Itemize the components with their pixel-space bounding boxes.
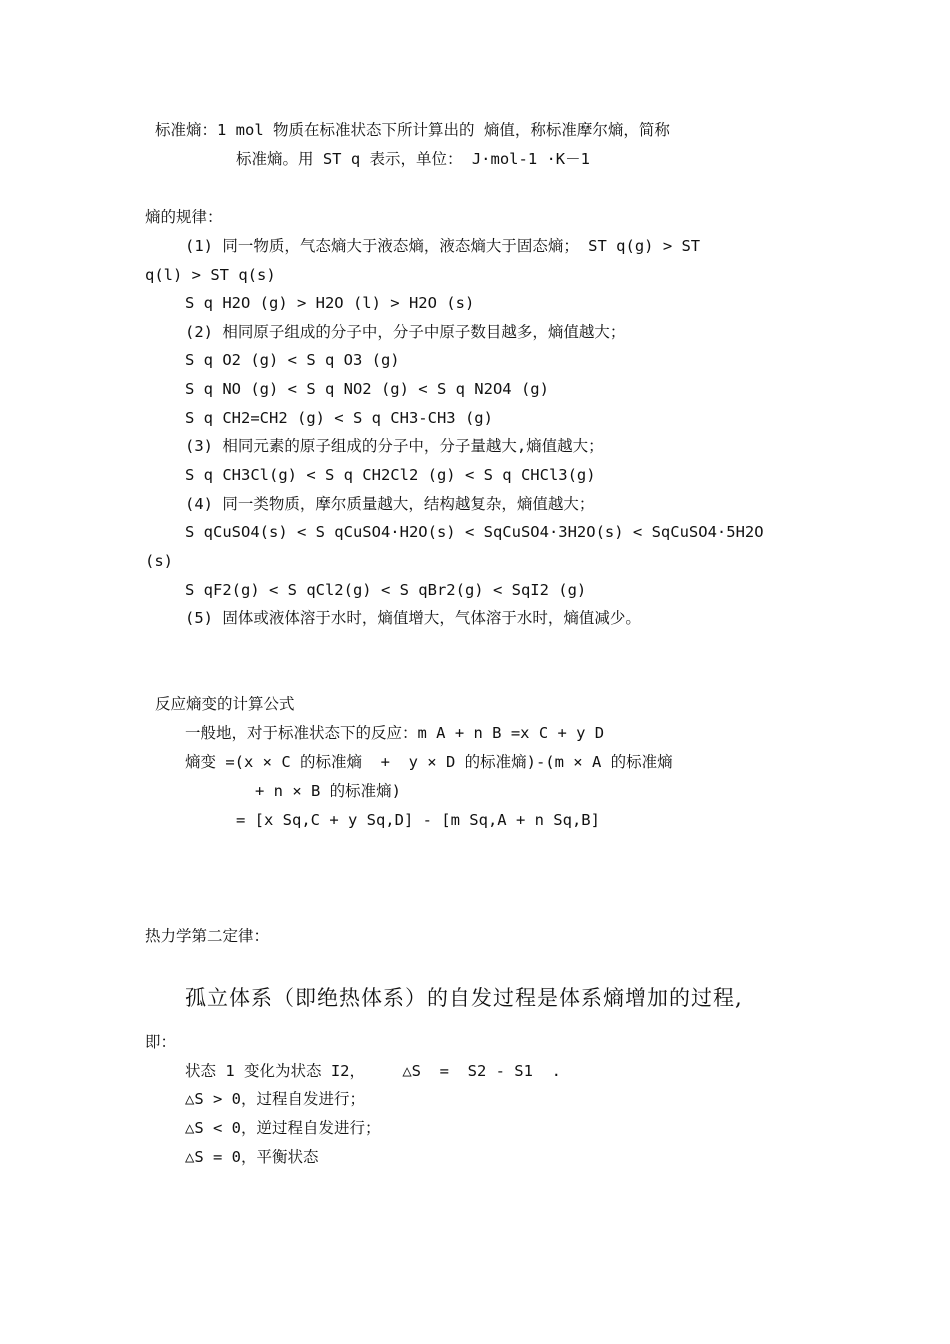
entropy-change-formula-3: = [x Sq,C + y Sq,D] - [m Sq,A + n Sq,B]	[236, 811, 600, 829]
rule-3: (3) 相同元素的原子组成的分子中，分子量越大,熵值越大；	[185, 437, 604, 455]
standard-entropy-line-2: 标准熵。用 ST q 表示，单位： J·mol-1 ·K－1	[236, 150, 590, 168]
entropy-change-formula-1: 熵变 =(x × C 的标准熵 + y × D 的标准熵)-(m × A 的标准熵	[185, 753, 673, 771]
rule-4-example-1-continued: (s)	[145, 552, 173, 570]
reaction-intro: 一般地，对于标准状态下的反应：m A + n B =x C + y D	[185, 724, 605, 742]
rule-5: (5) 固体或液体溶于水时，熵值增大，气体溶于水时，熵值减少。	[185, 609, 641, 627]
rule-2-example-1: S q O2 (g) < S q O3 (g)	[185, 351, 400, 369]
rule-1-example: S q H2O (g) > H2O (l) > H2O (s)	[185, 294, 475, 312]
second-law-ie: 即：	[145, 1033, 177, 1051]
rule-4-example-2: S qF2(g) < S qCl2(g) < S qBr2(g) < SqI2 (g)	[185, 581, 587, 599]
state-change-line: 状态 1 变化为状态 I2， △S = S2 - S1 .	[185, 1062, 561, 1080]
rule-3-example: S q CH3Cl(g) < S q CH2Cl2 (g) < S q CHCl3(g)	[185, 466, 596, 484]
rule-2-example-2: S q NO (g) < S q NO2 (g) < S q N2O4 (g)	[185, 380, 549, 398]
rule-1: (1) 同一物质，气态熵大于液态熵，液态熵大于固态熵； ST q(g) > ST	[185, 237, 701, 255]
rule-1-continued: q(l) > ST q(s)	[145, 266, 276, 284]
entropy-change-formula-2: + n × B 的标准熵)	[255, 782, 401, 800]
reaction-heading: 反应熵变的计算公式	[155, 695, 295, 713]
rule-2-example-3: S q CH2=CH2 (g) < S q CH3-CH3 (g)	[185, 409, 493, 427]
delta-s-positive: △S > 0，过程自发进行；	[185, 1090, 365, 1108]
rule-4-example-1: S qCuSO4(s) < S qCuSO4·H2O(s) < SqCuSO4·3H2O(s) < SqCuSO4·5H2O	[185, 523, 764, 541]
delta-s-negative: △S < 0，逆过程自发进行；	[185, 1119, 381, 1137]
standard-entropy-line-1: 标准熵：1 mol 物质在标准状态下所计算出的 熵值，称标准摩尔熵，简称	[155, 121, 670, 139]
rules-heading: 熵的规律：	[145, 208, 223, 226]
rule-2: (2) 相同原子组成的分子中，分子中原子数目越多，熵值越大；	[185, 323, 626, 341]
rule-4: (4) 同一类物质，摩尔质量越大，结构越复杂，熵值越大；	[185, 495, 595, 513]
second-law-heading: 热力学第二定律：	[145, 927, 270, 945]
second-law-statement: 孤立体系（即绝热体系）的自发过程是体系熵增加的过程,	[185, 986, 743, 1010]
delta-s-zero: △S = 0，平衡状态	[185, 1148, 319, 1166]
